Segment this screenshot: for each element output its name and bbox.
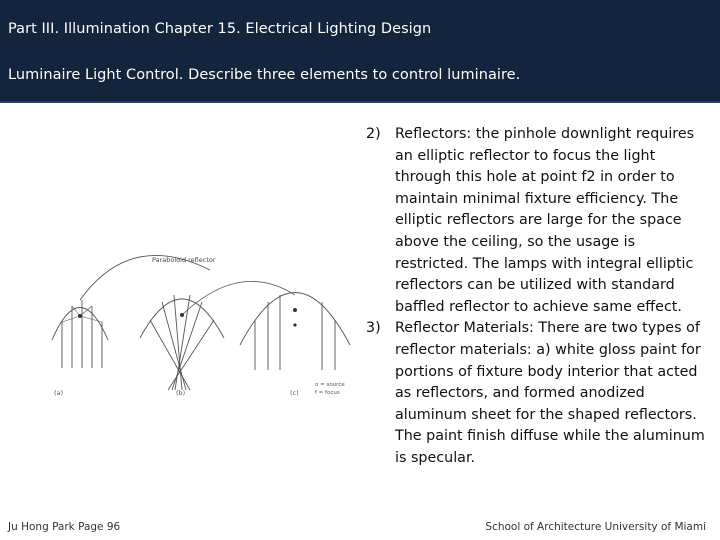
parallel-rays-a xyxy=(62,300,102,368)
list-item xyxy=(366,318,706,469)
list-item-number: 2) xyxy=(366,126,381,142)
list-item xyxy=(366,124,706,318)
reflector-curve-b xyxy=(140,299,224,338)
slide-header xyxy=(0,0,720,103)
legend-source: o = source xyxy=(315,382,345,388)
legend-focus: f = focus xyxy=(315,390,340,396)
slide-title: Part III. Illumination Chapter 15. Electrical Lighting Design xyxy=(8,21,432,37)
list-item-text: Reflector Materials: There are two types of reflector materials: a) white gloss paint for portions of fixture body interior that acted as reflectors, and formed anodized aluminum sheet for the shaped reflectors. The paint finish diffuse while the aluminum is specular. xyxy=(395,320,705,466)
slide-subtitle: Luminaire Light Control. Describe three elements to control luminaire. xyxy=(8,67,521,83)
list-item-text: Reflectors: the pinhole downlight requires an elliptic reflector to focus the light through this hole at point f2 in order to maintain minimal fixture efficiency. The elliptic reflectors are large for the space above the ceiling, so the usage is restricted. The lamps with integral elliptic reflectors can be utilized with standard baffled reflector to achieve same effect. xyxy=(395,126,695,315)
reflector-curve-c xyxy=(240,293,350,346)
reflector-curve-a xyxy=(52,308,108,341)
footer-school: School of Architecture University of Miami xyxy=(485,521,706,533)
crossing-rays-b xyxy=(150,295,214,390)
callout-label: Paraboloid reflector xyxy=(152,256,216,264)
panel-label-b: (b) xyxy=(176,389,186,397)
panel-label-c: (c) xyxy=(290,389,299,397)
panel-label-a: (a) xyxy=(54,389,64,397)
list-item-number: 3) xyxy=(366,320,381,337)
footer-author-page: Ju Hong Park Page 96 xyxy=(8,521,121,533)
slide-content xyxy=(366,124,706,470)
reflector-diagram xyxy=(40,240,360,415)
